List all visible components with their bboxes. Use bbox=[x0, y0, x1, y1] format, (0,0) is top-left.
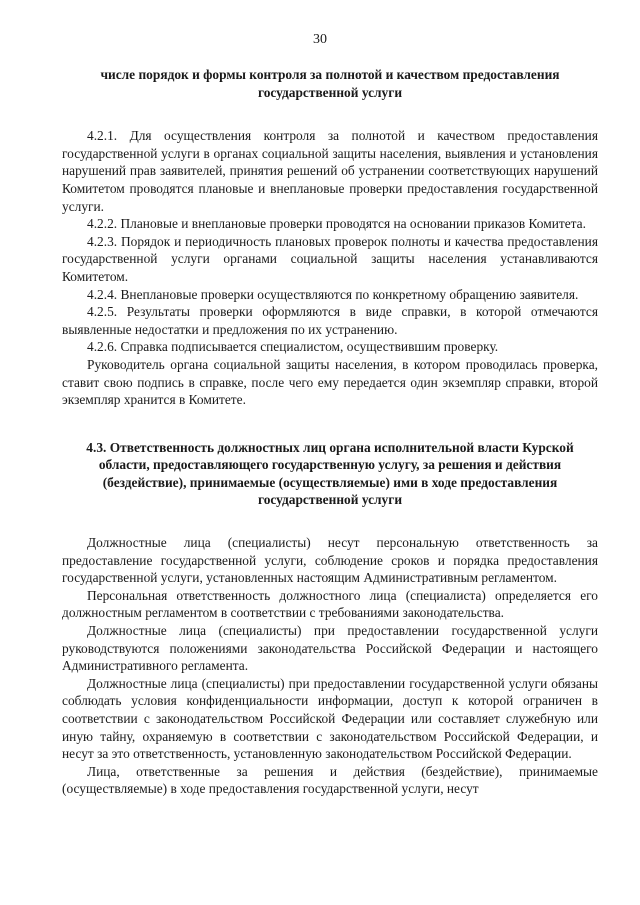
section-heading-4-3: 4.3. Ответственность должностных лиц органа исполнительной власти Курской области, предоставляющего государственную услугу, за решения и действия (бездействие), принимаемые (осуществляемые) ими в ходе предоставления государственной услуги bbox=[86, 439, 574, 508]
document-body bbox=[62, 66, 598, 798]
responsibility-paragraphs bbox=[62, 534, 598, 798]
paragraph-4-2-4: 4.2.4. Внеплановые проверки осуществляются по конкретному обращению заявителя. bbox=[87, 286, 579, 302]
paragraph-head-signature: Руководитель органа социальной защиты населения, в котором проводилась проверка, ставит свою подпись в справке, после чего ему передается один экземпляр справки, второй экземпляр хранится в Комитете. bbox=[62, 356, 598, 408]
paragraph-4-2-5: 4.2.5. Результаты проверки оформляются в виде справки, в которой отмечаются выявленные недостатки и предложения по их устранению. bbox=[62, 304, 598, 337]
paragraph-job-regulation: Персональная ответственность должностного лица (специалиста) определяется его должностным регламентом в соответствии с требованиями законодательства. bbox=[62, 587, 598, 621]
page-number: 30 bbox=[313, 32, 327, 47]
paragraph-confidentiality: Должностные лица (специалисты) при предоставлении государственной услуги обязаны соблюдать условия конфиденциальности информации, доступ к которой ограничен в соответствии с законодательством Российской Федерации или составляет служебную или иную тайну, охраняемую в соответствии с законодательством Российской Федерации, и несут за это ответственность, установленную законодательством Российской Федерации. bbox=[62, 675, 598, 762]
paragraph-4-2-3: 4.2.3. Порядок и периодичность плановых проверок полноты и качества предоставления государственной услуги органами социальной защиты населения устанавливаются Комитетом. bbox=[62, 233, 598, 284]
paragraph-4-2-2: 4.2.2. Плановые и внеплановые проверки проводятся на основании приказов Комитета. bbox=[87, 216, 586, 232]
section-heading-continued: числе порядок и формы контроля за полнотой и качеством предоставления государственной услуги bbox=[100, 67, 560, 100]
paragraph-responsible-persons: Лица, ответственные за решения и действия (бездействие), принимаемые (осуществляемые) в ходе предоставления государственной услуги, несут bbox=[62, 763, 598, 797]
paragraph-4-2-1: 4.2.1. Для осуществления контроля за полнотой и качеством предоставления государственной услуги в органах социальной защиты населения, выявления и установления нарушений прав заявителей, принятия решений об устранении соответствующих нарушений Комитетом проводятся плановые и внеплановые проверки предоставления государственной услуги. bbox=[62, 128, 598, 214]
paragraph-4-2-6: 4.2.6. Справка подписывается специалистом, осуществившим проверку. bbox=[87, 339, 499, 355]
paragraph-legislation: Должностные лица (специалисты) при предоставлении государственной услуги руководствуются положениями законодательства Российской Федерации и настоящего Административного регламента. bbox=[62, 623, 598, 674]
paragraph-personal-responsibility: Должностные лица (специалисты) несут персональную ответственность за предоставление государственной услуги, соблюдение сроков и порядка предоставления государственной услуги, установленных настоящим Административным регламентом. bbox=[62, 535, 598, 586]
control-paragraphs bbox=[62, 127, 598, 409]
